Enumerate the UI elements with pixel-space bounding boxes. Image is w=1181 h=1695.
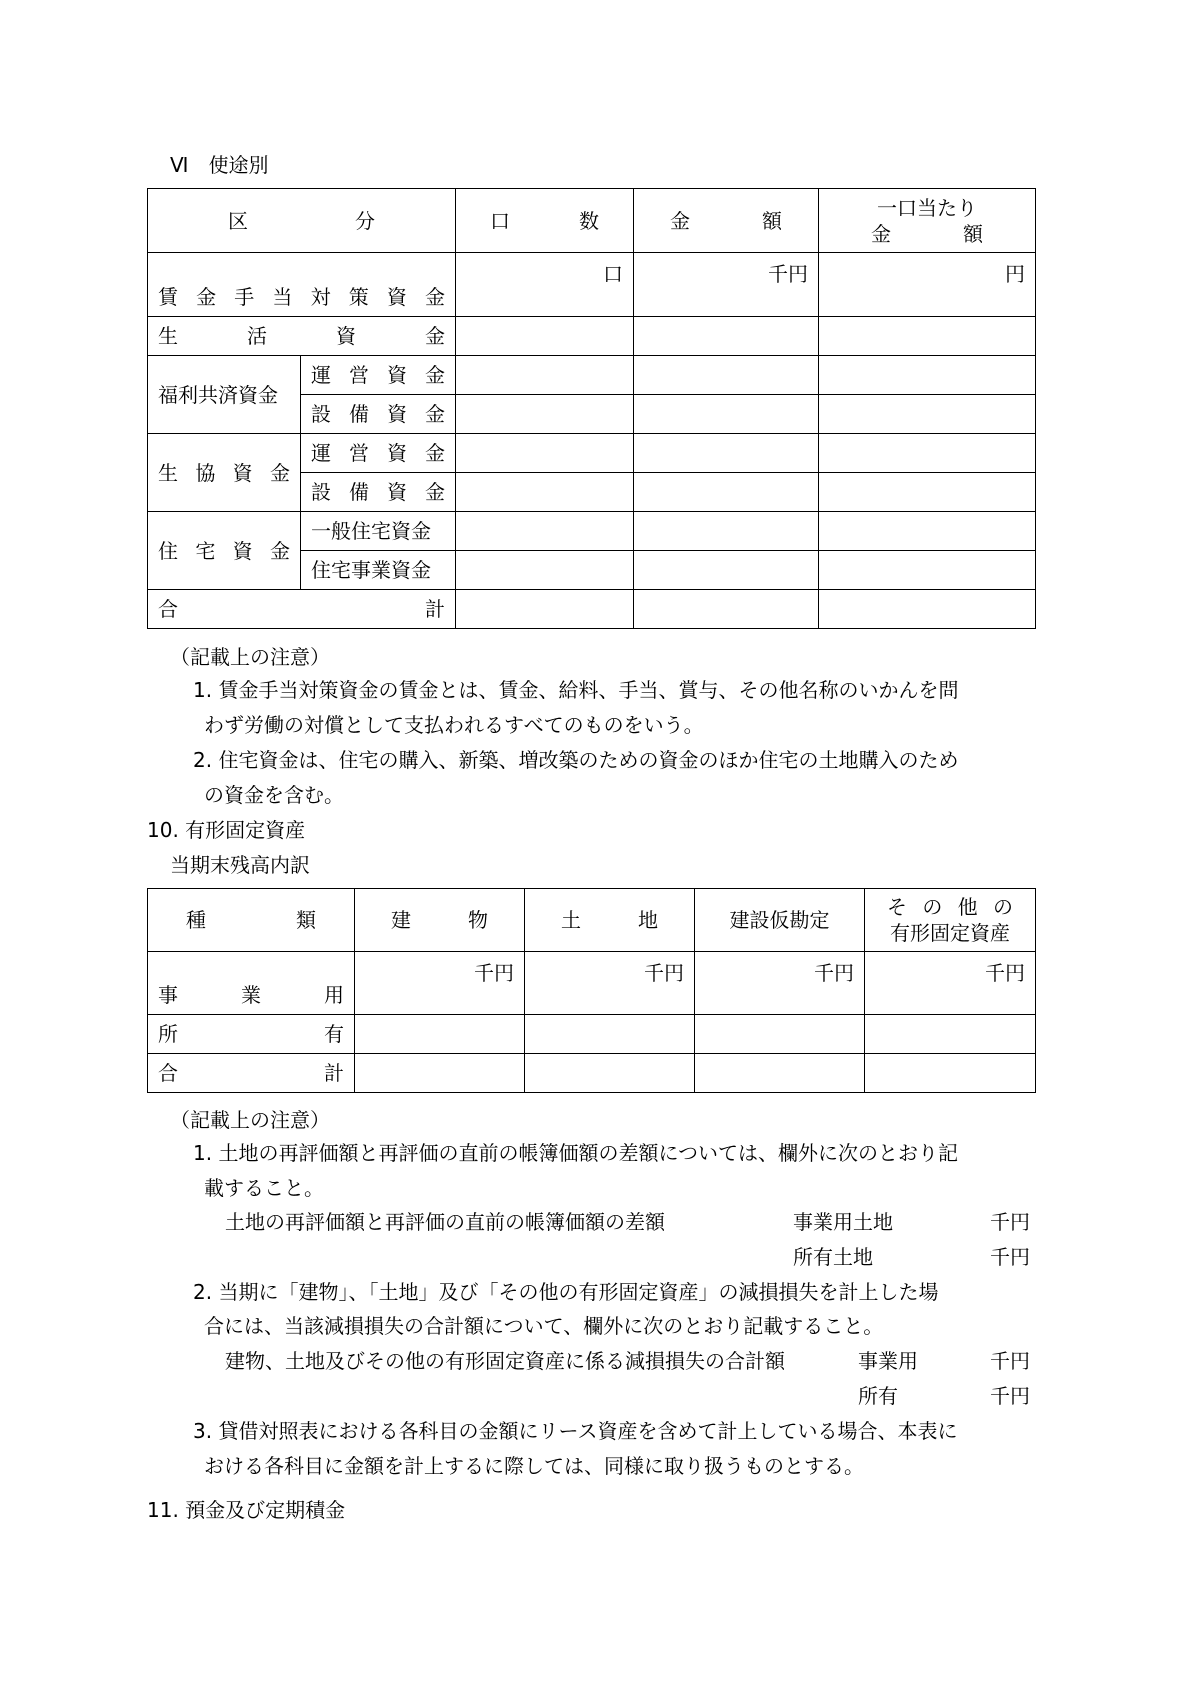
- note-10-3-line2: おける各科目に金額を計上するに際しては、同様に取り扱うものとする。: [204, 1454, 864, 1478]
- note-10-2-line2: 合には、当該減損損失の合計額について、欄外に次のとおり記載すること。: [204, 1314, 884, 1338]
- row-seikatsu-label: 生 活 資 金: [148, 317, 456, 356]
- note-10-1-shoyu-tochi: 所有土地: [793, 1245, 873, 1269]
- row-ippan-jutaku: 一般住宅資金: [301, 512, 456, 551]
- notes-title-6: （記載上の注意）: [170, 645, 330, 669]
- note-6-1-line1: 1. 賃金手当対策資金の賃金とは、賃金、給料、手当、賞与、その他名称のいかんを問: [193, 678, 959, 702]
- note-10-1-unit-a: 千円: [990, 1210, 1030, 1234]
- header-kuchisu: 口 数: [456, 189, 634, 253]
- unit-tochi: 千円: [525, 952, 695, 1015]
- header-kensetsu: 建設仮勘定: [695, 889, 865, 952]
- header-sonota: そ の 他 の 有形固定資産: [865, 889, 1036, 952]
- header-per-unit: 一口当たり 金 額: [819, 189, 1036, 253]
- row-goukei-label: 合 計: [148, 590, 456, 629]
- section-11-title: 11. 預金及び定期積金: [147, 1498, 346, 1522]
- header-kubun: 区 分: [148, 189, 456, 253]
- notes-title-10: （記載上の注意）: [170, 1108, 330, 1132]
- row-fukuri-unei: 運 営 資 金: [301, 356, 456, 395]
- note-10-1-jigyo-tochi: 事業用土地: [793, 1210, 893, 1234]
- row-chingin-label: 賃 金 手 当 対 策 資 金: [148, 253, 456, 317]
- unit-sonota: 千円: [865, 952, 1036, 1015]
- usage-table: [147, 188, 1036, 629]
- row-jutaku-label: 住 宅 資 金: [148, 512, 301, 590]
- note-6-2-line1: 2. 住宅資金は、住宅の購入、新築、増改築のための資金のほか住宅の土地購入のため: [193, 748, 959, 772]
- row-goukei10-label: 合 計: [148, 1054, 355, 1093]
- row-seikyo-unei: 運 営 資 金: [301, 434, 456, 473]
- section-6-title: Ⅵ 使途別: [170, 153, 269, 177]
- note-10-2-unit-b: 千円: [990, 1384, 1030, 1408]
- note-6-1-line2: わず労働の対償として支払われるすべてのものをいう。: [204, 713, 704, 737]
- section-10-subtitle: 当期末残高内訳: [170, 853, 310, 877]
- row-jutaku-jigyo: 住宅事業資金: [301, 551, 456, 590]
- unit-kensetsu: 千円: [695, 952, 865, 1015]
- note-10-1-line1: 1. 土地の再評価額と再評価の直前の帳簿価額の差額については、欄外に次のとおり記: [193, 1141, 959, 1165]
- row-seikyo-setsubi: 設 備 資 金: [301, 473, 456, 512]
- note-10-3-line1: 3. 貸借対照表における各科目の金額にリース資産を含めて計上している場合、本表に: [193, 1419, 958, 1443]
- row-jigyo-label: 事 業 用: [148, 952, 355, 1015]
- row-fukuri-setsubi: 設 備 資 金: [301, 395, 456, 434]
- unit-tatemono: 千円: [355, 952, 525, 1015]
- note-10-2-item: 建物、土地及びその他の有形固定資産に係る減損損失の合計額: [225, 1349, 785, 1373]
- note-10-2-shoyu: 所有: [858, 1384, 898, 1408]
- unit-en: 円: [819, 253, 1036, 317]
- header-shurui: 種 類: [148, 889, 355, 952]
- header-kingaku: 金 額: [634, 189, 819, 253]
- row-seikyo-label: 生 協 資 金: [148, 434, 301, 512]
- note-10-1-item: 土地の再評価額と再評価の直前の帳簿価額の差額: [225, 1210, 665, 1234]
- unit-kuchi: 口: [456, 253, 634, 317]
- header-tochi: 土 地: [525, 889, 695, 952]
- row-fukuri-label: 福利共済資金: [148, 356, 301, 434]
- note-10-1-unit-b: 千円: [990, 1245, 1030, 1269]
- note-10-2-jigyo: 事業用: [858, 1349, 918, 1373]
- note-10-2-line1: 2. 当期に「建物」、「土地」及び「その他の有形固定資産」の減損損失を計上した場: [193, 1280, 939, 1304]
- note-6-2-line2: の資金を含む。: [204, 783, 344, 807]
- header-tatemono: 建 物: [355, 889, 525, 952]
- section-10-title: 10. 有形固定資産: [147, 818, 306, 842]
- note-10-1-line2: 載すること。: [204, 1176, 324, 1200]
- unit-senen: 千円: [634, 253, 819, 317]
- fixed-assets-table: [147, 888, 1036, 1093]
- note-10-2-unit-a: 千円: [990, 1349, 1030, 1373]
- row-shoyu-label: 所 有: [148, 1015, 355, 1054]
